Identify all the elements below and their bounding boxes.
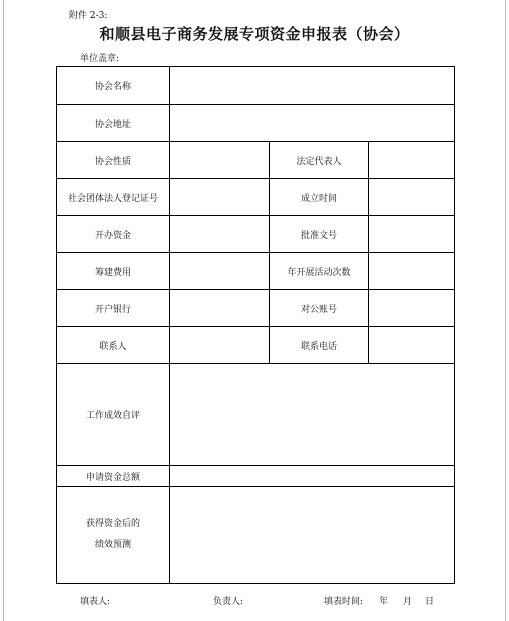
approval-number-label: 批准文号 — [270, 216, 369, 253]
page-left-edge — [3, 0, 4, 621]
table-row — [57, 290, 455, 327]
contact-phone-field[interactable] — [369, 327, 455, 364]
preparation-cost-field[interactable] — [170, 253, 270, 290]
performance-forecast-field[interactable] — [170, 487, 455, 584]
fill-time-label: 填表时间: — [324, 597, 364, 607]
table-row — [57, 67, 455, 105]
table-row — [57, 216, 455, 253]
work-evaluation-label: 工作成效自评 — [57, 364, 170, 466]
performance-forecast-line1: 获得资金后的 — [85, 519, 140, 529]
table-row — [57, 487, 455, 584]
attachment-label: 附件 2-3: — [69, 11, 108, 21]
table-row — [57, 466, 455, 487]
table-row — [57, 179, 455, 216]
table-row — [57, 327, 455, 364]
responsible-label: 负责人: — [213, 597, 244, 607]
association-name-label: 协会名称 — [57, 67, 170, 105]
performance-forecast-line2: 绩效预测 — [94, 540, 131, 550]
page-right-edge — [505, 0, 506, 621]
activities-count-field[interactable] — [369, 253, 455, 290]
table-row — [57, 142, 455, 179]
work-evaluation-field[interactable] — [170, 364, 455, 466]
month-label: 月 — [403, 597, 413, 607]
association-nature-field[interactable] — [170, 142, 270, 179]
association-address-field[interactable] — [170, 105, 455, 142]
contact-person-label: 联系人 — [57, 327, 170, 364]
registration-number-label: 社会团体法人登记证号 — [57, 179, 170, 216]
legal-representative-label: 法定代表人 — [270, 142, 369, 179]
preparation-cost-label: 筹建费用 — [57, 253, 170, 290]
public-account-label: 对公账号 — [270, 290, 369, 327]
document-title: 和顺县电子商务发展专项资金申报表（协会） — [99, 25, 410, 43]
approval-number-field[interactable] — [369, 216, 455, 253]
application-form-table — [56, 66, 455, 584]
public-account-field[interactable] — [369, 290, 455, 327]
day-label: 日 — [425, 597, 435, 607]
year-label: 年 — [379, 597, 389, 607]
total-funds-field[interactable] — [170, 466, 455, 487]
activities-count-label: 年开展活动次数 — [270, 253, 369, 290]
bank-label: 开户银行 — [57, 290, 170, 327]
established-time-field[interactable] — [369, 179, 455, 216]
seal-label: 单位盖章: — [80, 54, 120, 64]
bank-field[interactable] — [170, 290, 270, 327]
startup-capital-label: 开办资金 — [57, 216, 170, 253]
table-row — [57, 105, 455, 142]
filler-label: 填表人: — [80, 597, 111, 607]
contact-person-field[interactable] — [170, 327, 270, 364]
total-funds-label: 申请资金总额 — [57, 466, 170, 487]
table-row — [57, 253, 455, 290]
performance-forecast-label — [57, 487, 170, 584]
association-nature-label: 协会性质 — [57, 142, 170, 179]
established-time-label: 成立时间 — [270, 179, 369, 216]
contact-phone-label: 联系电话 — [270, 327, 369, 364]
association-name-field[interactable] — [170, 67, 455, 105]
legal-representative-field[interactable] — [369, 142, 455, 179]
registration-number-field[interactable] — [170, 179, 270, 216]
startup-capital-field[interactable] — [170, 216, 270, 253]
table-row — [57, 364, 455, 466]
association-address-label: 协会地址 — [57, 105, 170, 142]
